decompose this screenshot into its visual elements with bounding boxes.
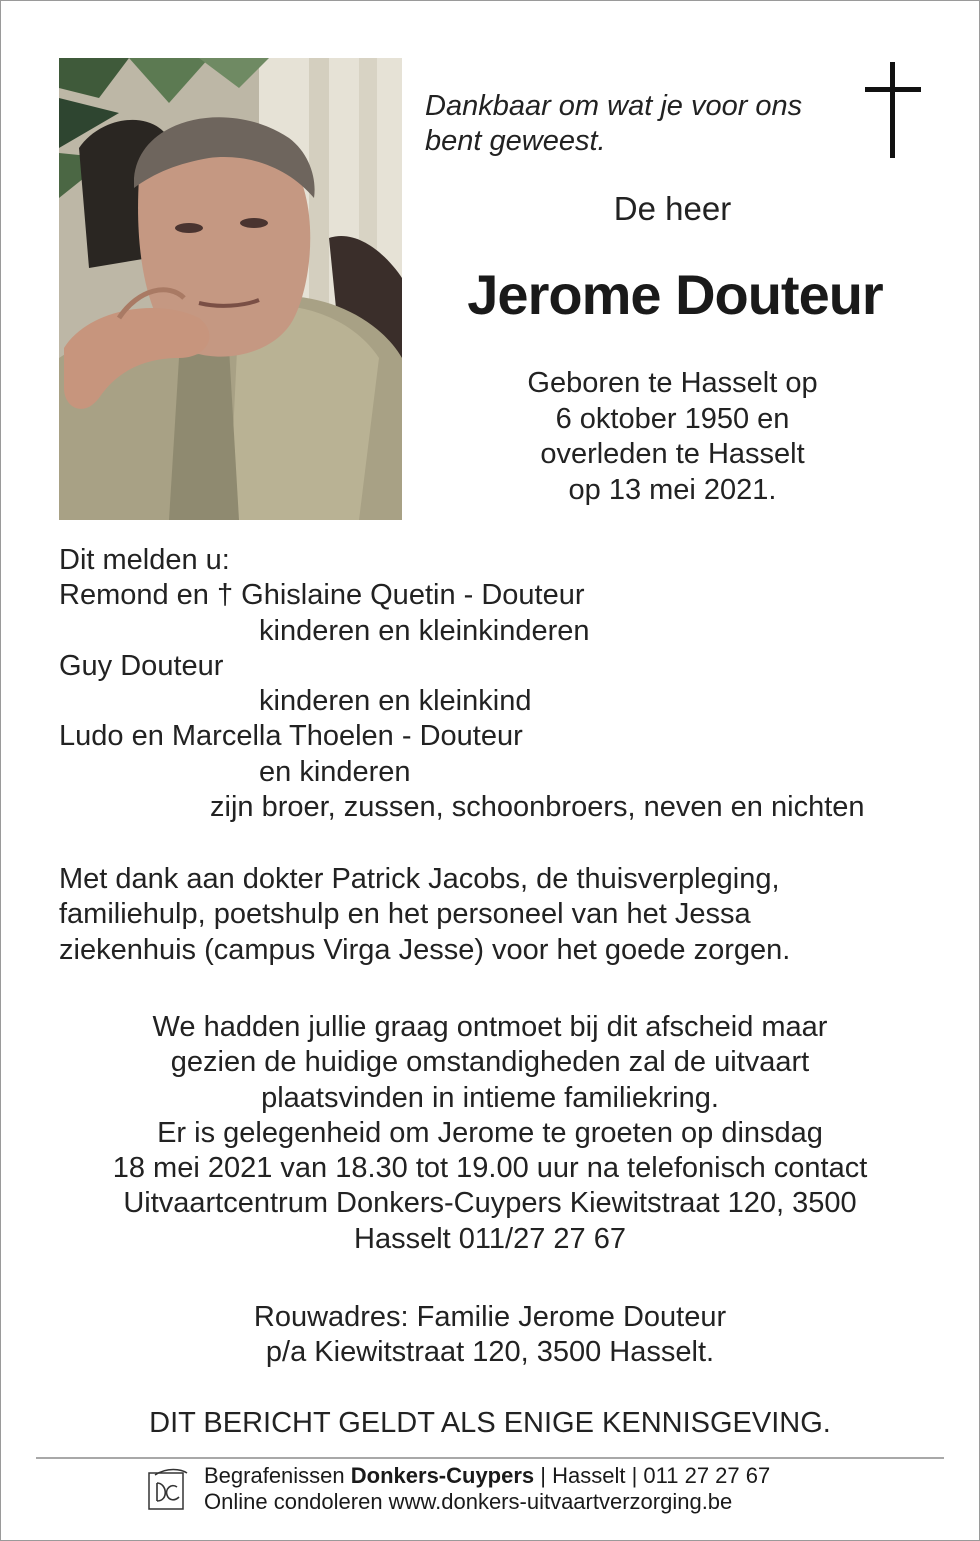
- cross-icon: [865, 62, 921, 158]
- title-prefix: De heer: [613, 190, 732, 227]
- family-line: Ludo en Marcella Thoelen - Douteur: [59, 720, 523, 753]
- family-line: Remond en † Ghislaine Quetin - Douteur: [59, 579, 585, 612]
- portrait-photo: [59, 58, 402, 520]
- birth-line: Geboren te Hasselt op: [527, 367, 818, 399]
- family-line: en kinderen: [259, 755, 411, 788]
- thanks-paragraph: [59, 862, 939, 968]
- official-notice: DIT BERICHT GELDT ALS ENIGE KENNISGEVING.: [149, 1407, 831, 1439]
- footer-suffix: | Hasselt | 011 27 27 67: [534, 1463, 771, 1488]
- ceremony-line: plaatsvinden in intieme familiekring.: [261, 1081, 719, 1114]
- ceremony-line: Hasselt 011/27 27 67: [354, 1222, 626, 1255]
- thanks-line: ziekenhuis (campus Virga Jesse) voor het goede zorgen.: [59, 933, 791, 966]
- family-line: kinderen en kleinkinderen: [259, 614, 590, 647]
- birth-death-info: [425, 366, 920, 508]
- ceremony-line: Er is gelegenheid om Jerome te groeten op dinsdag: [157, 1116, 823, 1149]
- family-line: kinderen en kleinkind: [259, 685, 532, 718]
- motto-line: bent geweest.: [425, 125, 606, 157]
- family-line: zijn broer, zussen, schoonbroers, neven en nichten: [210, 791, 865, 824]
- footer-brand: Donkers-Cuypers: [350, 1463, 535, 1488]
- family-announcement: [59, 543, 939, 825]
- funeral-home-logo-icon: [147, 1467, 189, 1511]
- thanks-line: Met dank aan dokter Patrick Jacobs, de thuisverpleging,: [59, 863, 780, 895]
- deceased-name: Jerome Douteur: [467, 263, 883, 326]
- footer: [204, 1463, 924, 1515]
- ceremony-paragraph: [40, 1010, 940, 1257]
- footer-prefix: Begrafenissen: [204, 1463, 351, 1488]
- ceremony-line: gezien de huidige omstandigheden zal de uitvaart: [170, 1046, 810, 1079]
- birth-line: op 13 mei 2021.: [568, 473, 777, 506]
- address-line: p/a Kiewitstraat 120, 3500 Hasselt.: [265, 1336, 715, 1369]
- footer-condolence-line: Online condoleren www.donkers-uitvaartverzorging.be: [204, 1489, 733, 1514]
- family-line: Guy Douteur: [59, 649, 224, 682]
- birth-line: overleden te Hasselt: [540, 438, 805, 470]
- birth-line: 6 oktober 1950 en: [555, 402, 790, 435]
- mourning-address: [40, 1300, 940, 1371]
- address-line: Rouwadres: Familie Jerome Douteur: [253, 1301, 727, 1333]
- footer-company-line: [204, 1463, 924, 1489]
- motto-line: Dankbaar om wat je voor ons: [425, 90, 803, 122]
- motto: [425, 89, 845, 159]
- thanks-line: familiehulp, poetshulp en het personeel van het Jessa: [59, 898, 751, 931]
- ceremony-line: 18 mei 2021 van 18.30 tot 19.00 uur na telefonisch contact: [112, 1152, 868, 1185]
- ceremony-line: Uitvaartcentrum Donkers-Cuypers Kiewitstraat 120, 3500: [123, 1187, 857, 1220]
- footer-divider: [36, 1457, 944, 1459]
- ceremony-line: We hadden jullie graag ontmoet bij dit afscheid maar: [152, 1011, 828, 1043]
- family-intro: Dit melden u:: [59, 544, 230, 576]
